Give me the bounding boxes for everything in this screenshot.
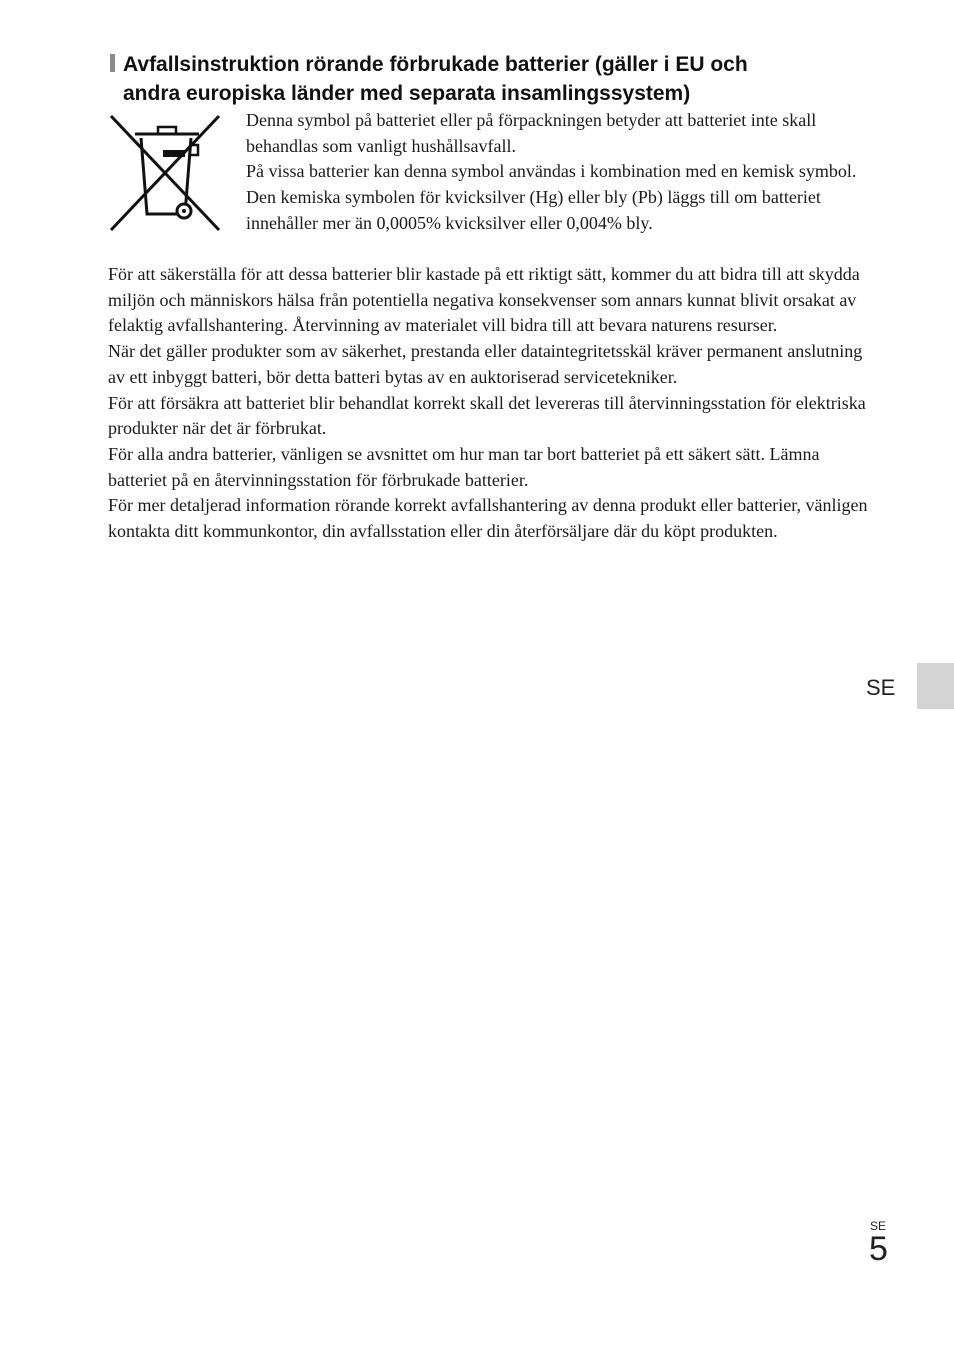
body-paragraph-1: För att säkerställa för att dessa batterier blir kastade på ett riktigt sätt, kommer du att bidra till att skydda miljön och människors hälsa från potentiella negativa konsekvenser som annars kunnat blivit orsakat av felaktig avfallshantering. Återvinning av materialet vill bidra till att bevara naturens resurser.: [108, 264, 860, 336]
icon-description: [246, 108, 866, 237]
language-side-tab: [917, 663, 954, 709]
body-paragraph-2: När det gäller produkter som av säkerhet, prestanda eller dataintegritetsskäl kräver permanent anslutning av ett inbyggt batteri, bör detta batteri bytas av en auktoriserad servicetekniker.: [108, 341, 863, 387]
heading-line-2: andra europiska länder med separata insamlingssystem): [123, 82, 691, 105]
body-paragraph-4: För alla andra batterier, vänligen se avsnittet om hur man tar bort batteriet på ett säkert sätt. Lämna batteriet på en återvinningsstation för förbrukade batterier.: [108, 443, 820, 490]
crossed-out-wheelie-bin-icon: [108, 113, 222, 233]
body-paragraph-5: För mer detaljerad information rörande korrekt avfallshantering av denna produkt eller batterier, vänligen kontakta ditt kommunkontor, din avfallsstation eller din återförsäljare där du köpt produkten.: [108, 495, 868, 542]
language-tab-label: SE: [866, 675, 896, 700]
heading-marker: [110, 54, 115, 72]
icon-paragraph-2: På vissa batterier kan denna symbol användas i kombination med en kemisk symbol. Den kemiska symbolen för kvicksilver (Hg) eller bly (Pb) läggs till om batteriet innehåller mer än 0,0005% kvicksilver eller 0,004% bly.: [246, 161, 857, 233]
page-number: 5: [869, 1230, 888, 1268]
icon-paragraph-1: Denna symbol på batteriet eller på förpackningen betyder att batteriet inte skall behandlas som vanligt hushållsavfall.: [246, 110, 817, 156]
section-heading: [108, 50, 868, 108]
page-language-code: SE: [870, 1219, 887, 1233]
heading-line-1: Avfallsinstruktion rörande förbrukade batterier (gäller i EU och: [123, 53, 748, 76]
body-text: [108, 262, 868, 545]
body-paragraph-3: För att försäkra att batteriet blir behandlat korrekt skall det levereras till återvinningsstation för elektriska produkter när det är förbrukat.: [108, 392, 866, 439]
